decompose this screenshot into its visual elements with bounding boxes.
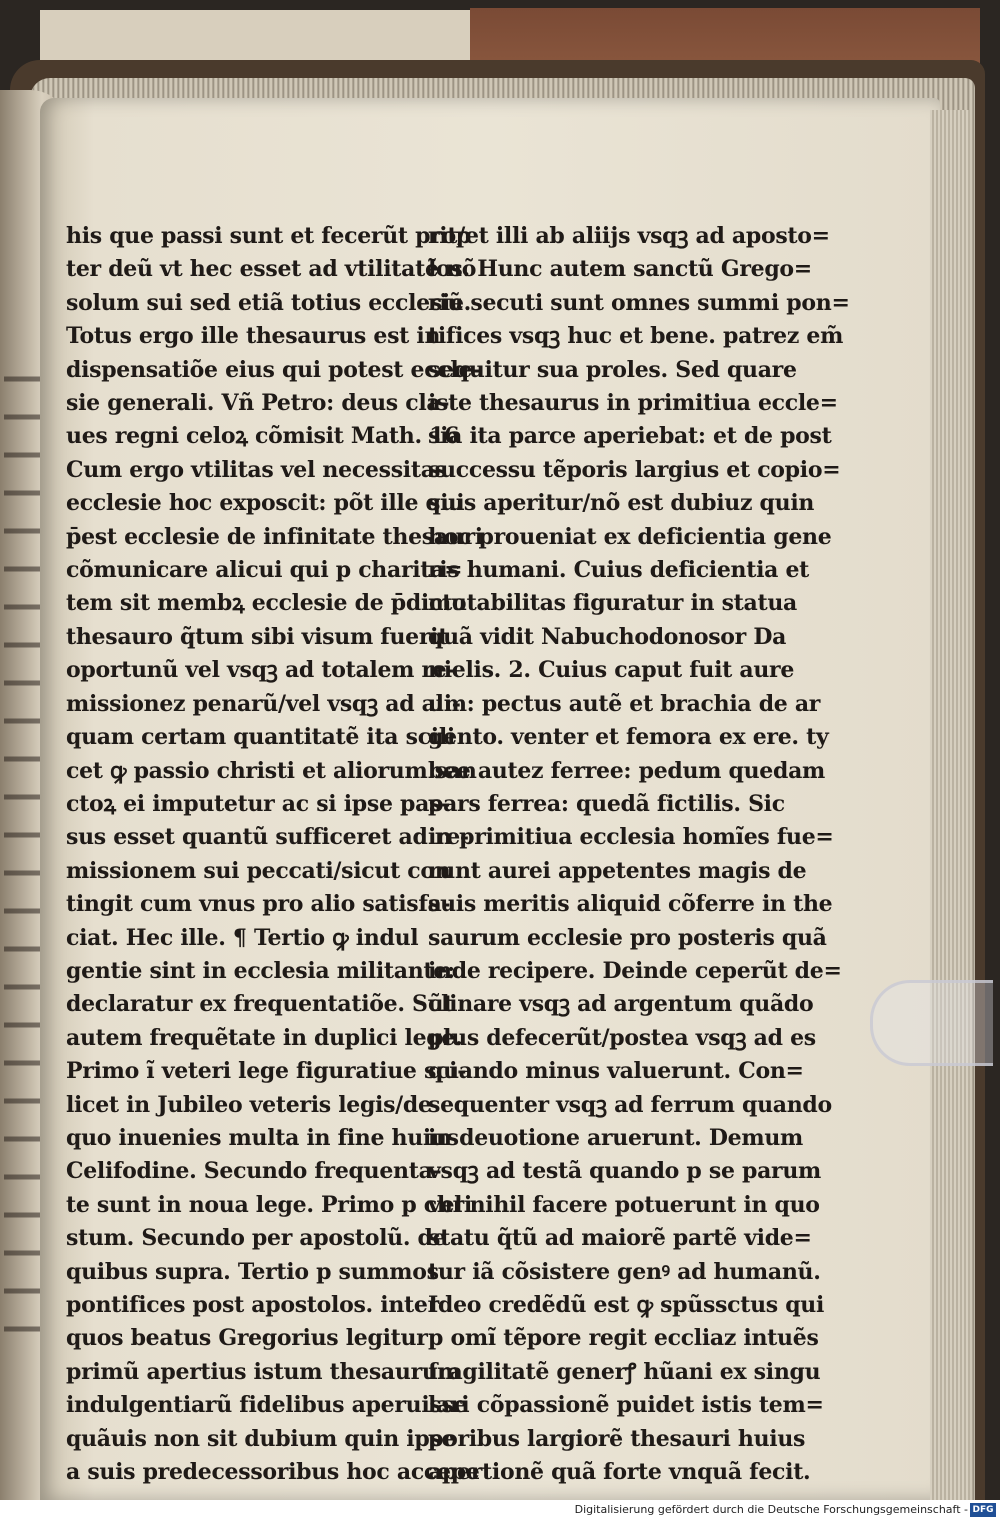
text-line: statu q̃tũ ad maiorẽ partẽ vide= (428, 1225, 812, 1252)
text-column-left (66, 220, 483, 1489)
text-line: p omĩ tẽpore regit eccliaz intuẽs (428, 1325, 819, 1352)
text-line: quãuis non sit dubium quin ipse (66, 1425, 456, 1452)
text-line: Primo ĩ veteri lege figuratiue sci- (66, 1058, 467, 1085)
text-line: tur iã cõsistere genꝰ ad humanũ. (428, 1258, 821, 1285)
text-line: sus esset quantũ sufficeret ad re- (66, 824, 469, 851)
text-line: sie generali. Vñ Petro: deus cla- (66, 390, 450, 417)
text-line: solum sui sed etiã totius ecclesie. (66, 289, 472, 316)
text-line: ter deũ vt hec esset ad vtilitatẽ nõ (66, 256, 477, 283)
text-line: ctoꝝ ei imputetur ac si ipse pas- (66, 790, 450, 817)
text-line: ris humani. Cuius deficientia et (428, 557, 810, 584)
text-line: ecclesie hoc exposcit: põt ille qui (66, 490, 465, 517)
text-line: lari cõpassionẽ puidet istis tem= (428, 1392, 824, 1419)
text-line: pontifices post apostolos. inter (66, 1292, 439, 1318)
text-line: iste thesaurus in primitiua eccle= (428, 390, 838, 417)
text-line: a suis predecessoribus hoc accepe (66, 1459, 480, 1486)
text-line: stum. Secundo per apostolũ. de (66, 1225, 447, 1252)
text-line: Cum ergo vtilitas vel necessitas (66, 456, 447, 483)
text-line: Totus ergo ille thesaurus est in (66, 323, 441, 350)
dfg-logo-icon: DFG (970, 1503, 996, 1517)
text-line: gento. venter et femora ex ere. ty (428, 724, 829, 751)
text-line: his que passi sunt et fecerũt prop (66, 223, 471, 249)
text-line: tingit cum vnus pro alio satisfa- (66, 891, 451, 918)
text-line: vel nihil facere potuerunt in quo (428, 1191, 820, 1218)
text-line: poribus largiorẽ thesauri huius (428, 1425, 806, 1452)
text-line: hoc proueniat ex deficientia gene (428, 523, 832, 550)
text-line: runt aurei appetentes magis de (428, 857, 807, 884)
text-line: licet in Jubileo veteris legis/de (66, 1091, 432, 1118)
left-page-text-fragment (4, 350, 40, 1350)
text-column-right (428, 220, 850, 1489)
text-line: mutabilitas figuratur in statua (428, 590, 797, 617)
text-line: in primitiua ecclesia homĩes fue= (428, 824, 834, 851)
text-line: autem frequẽtate in duplici lege. (66, 1024, 463, 1051)
text-line: ues regni celoꝝ cõmisit Math. 16 (66, 423, 460, 450)
text-line: nielis. 2. Cuius caput fuit aure (428, 657, 795, 684)
text-line: um: pectus autẽ et brachia de ar (428, 690, 821, 717)
text-line: missionez penarũ/vel vsqꝫ ad ali- (66, 690, 461, 717)
text-line: quã vidit Nabuchodonosor Da (428, 623, 787, 650)
text-line: oportunũ vel vsqꝫ ad totalem re- (66, 657, 456, 684)
text-line: sia ita parce aperiebat: et de post (428, 423, 832, 450)
text-line: vsqꝫ ad testã quando p se parum (428, 1158, 822, 1185)
text-line: quibus supra. Tertio p summos (66, 1258, 439, 1285)
text-line: Ideo credẽdũ est ꝙ spũssctus qui (428, 1292, 825, 1318)
text-line: fragilitatẽ generꝭ hũani ex singu (428, 1358, 821, 1385)
text-line: quando minus valuerunt. Con= (428, 1058, 804, 1085)
footer-bar (0, 1500, 1000, 1521)
text-line: ciat. Hec ille. ¶ Tertio ꝙ indul (66, 924, 419, 951)
text-line: quam certam quantitatẽ ita scili (66, 724, 455, 751)
text-line: clinare vsqꝫ ad argentum quãdo (428, 991, 814, 1018)
text-line: cõmunicare alicui qui p charita= (66, 557, 463, 584)
text-line: apertionẽ quã forte vnquã fecit. (428, 1459, 811, 1486)
text-line: riũ secuti sunt omnes summi pon= (428, 289, 850, 316)
text-line: thesauro q̃tum sibi visum fuerit (66, 623, 449, 650)
text-line: p̄est ecclesie de infinitate thesauri (66, 523, 483, 550)
text-line: plus defecerũt/postea vsqꝫ ad es (428, 1024, 816, 1051)
text-line: sius aperitur/nõ est dubiuz quin (428, 490, 815, 517)
text-line: gentie sint in ecclesia militante: (66, 957, 455, 984)
text-line: tifices vsqꝫ huc et bene. patrez em̃ (428, 323, 844, 350)
text-line: in deuotione aruerunt. Demum (428, 1124, 804, 1151)
text-line: tem sit membꝝ ecclesie de p̄dicto (66, 590, 467, 617)
fore-edge (930, 110, 970, 1500)
text-line: indulgentiarũ fidelibus aperuisse (66, 1392, 468, 1419)
text-line: quos beatus Gregorius legitur (66, 1325, 428, 1352)
page-clip (870, 980, 993, 1066)
text-line: declaratur ex frequentatiõe. Sũt (66, 991, 454, 1018)
text-line: los. Hunc autem sanctũ Grego= (428, 256, 812, 283)
text-line: Celifodine. Secundo frequenta- (66, 1158, 442, 1185)
text-line: sequitur sua proles. Sed quare (428, 356, 797, 383)
text-line: rit/et illi ab aliĳs vsqꝫ ad aposto= (428, 223, 830, 249)
text-line: suis meritis aliquid cõferre in the (428, 891, 833, 918)
text-line: cet ꝙ passio christi et aliorum san (66, 757, 477, 784)
footer-credit: Digitalisierung gefördert durch die Deutsche Forschungsgemeinschaft - (574, 1503, 968, 1516)
text-line: inde recipere. Deinde ceperũt de= (428, 957, 842, 984)
text-line: bee autez ferree: pedum quedam (428, 757, 826, 784)
text-line: quo inuenies multa in fine huius (66, 1124, 459, 1151)
text-line: pars ferrea: quedã fictilis. Sic (428, 790, 785, 817)
text-line: dispensatiõe eius qui potest eccle- (66, 356, 481, 383)
text-line: primũ apertius istum thesaurum (66, 1358, 461, 1385)
text-line: missionem sui peccati/sicut con (66, 857, 451, 884)
text-line: te sunt in noua lege. Primo p chri (66, 1191, 472, 1218)
text-line: saurum ecclesie pro posteris quã (428, 924, 827, 951)
text-line: successu tẽporis largius et copio= (428, 456, 841, 483)
text-line: sequenter vsqꝫ ad ferrum quando (428, 1091, 832, 1118)
